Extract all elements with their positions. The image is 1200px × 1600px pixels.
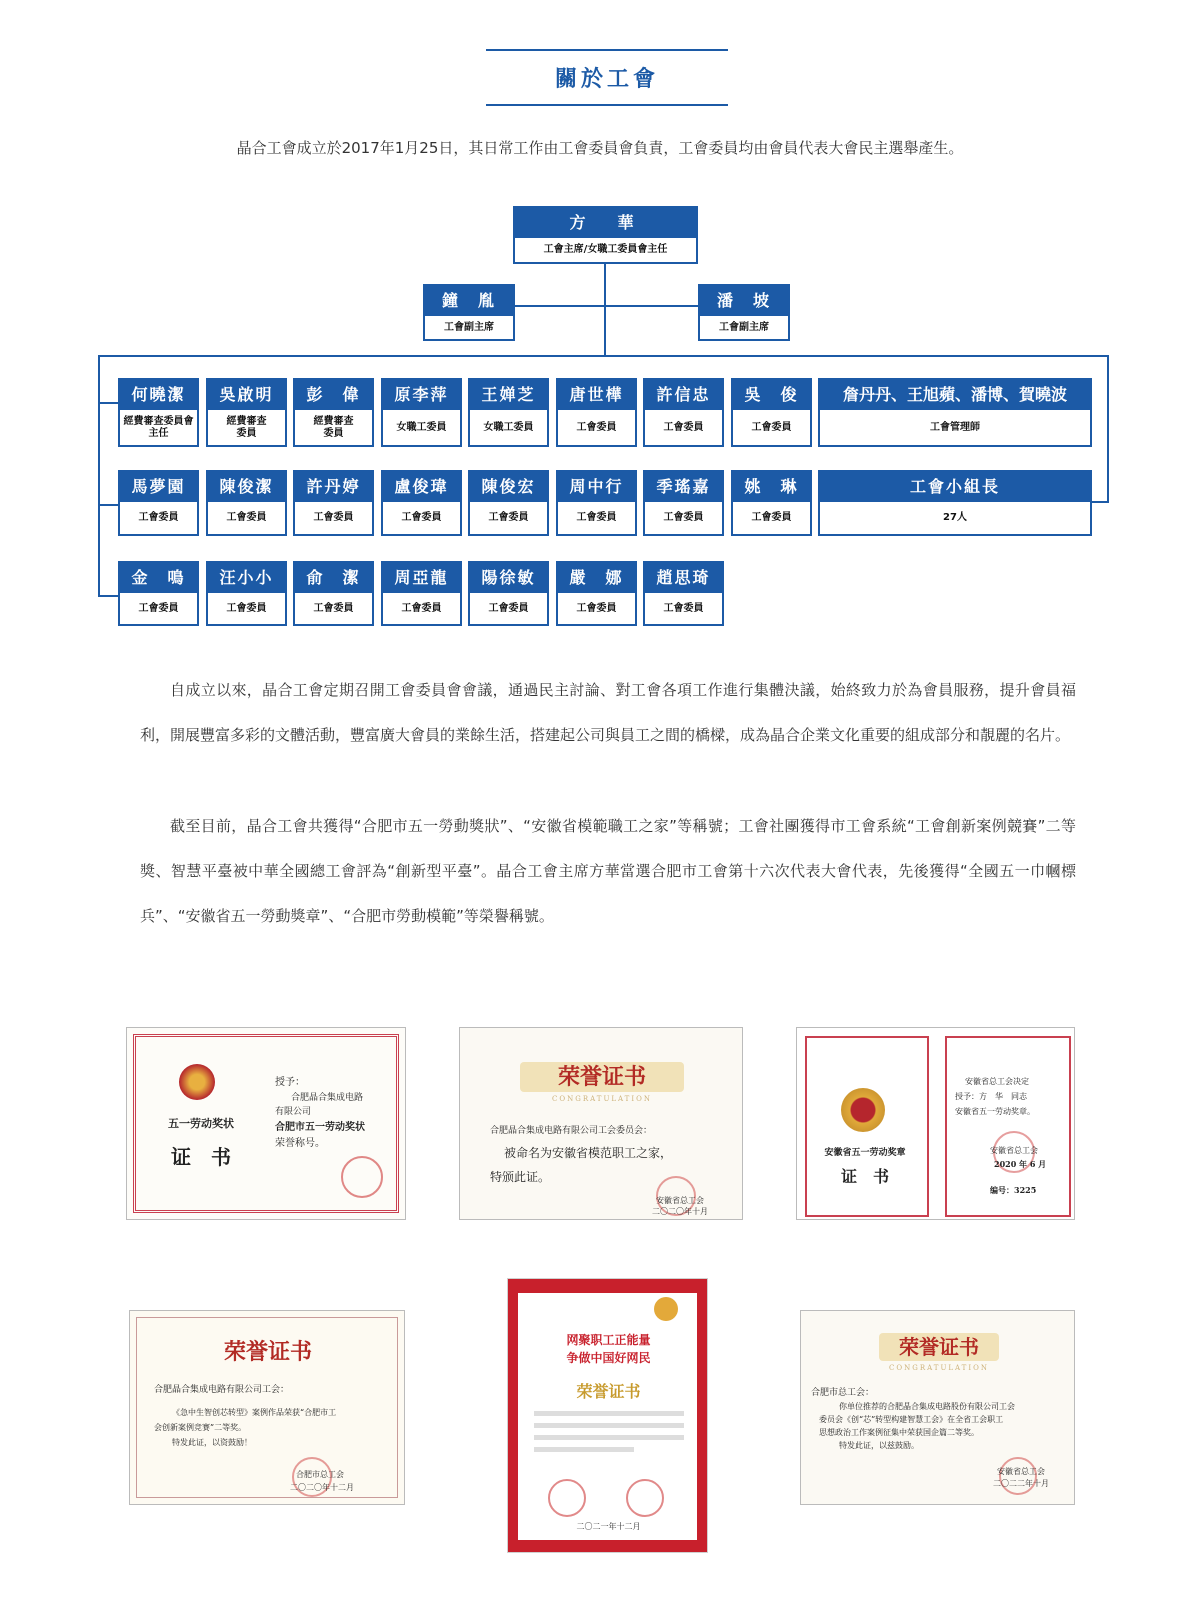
cert-body-line: 被命名为安徽省模范职工之家，: [504, 1146, 673, 1160]
cert-left-big: 证 书: [840, 1167, 889, 1186]
connector: [98, 595, 118, 597]
org-role: 工會委員: [488, 512, 529, 523]
org-box-member: [118, 470, 199, 536]
award-emblem-icon: [179, 1064, 215, 1100]
org-box-member: [381, 561, 462, 626]
cert-recipient: 合肥晶合集成电路有限公司工会委员会：: [490, 1126, 653, 1136]
org-name: 鐘 胤: [425, 286, 513, 316]
org-box-member: [556, 378, 637, 447]
org-box-member: [731, 378, 812, 447]
org-role: 工會委員: [138, 602, 179, 614]
org-role: 工會委員: [401, 602, 442, 614]
cert-text-placeholder: [534, 1435, 684, 1440]
org-name: 周中行: [558, 472, 635, 502]
org-role: 工會委員: [313, 602, 354, 614]
org-name: 馬夢園: [120, 472, 197, 502]
org-name: 季瑤嘉: [645, 472, 722, 502]
org-role: 女職工委員: [483, 421, 534, 433]
red-seal-icon: [626, 1479, 664, 1517]
org-role: 工會管理師: [930, 421, 980, 433]
intro-text: 晶合工會成立於2017年1月25日，其日常工作由工會委員會負責，工會委員均由會員代表大會民主選舉產生。: [236, 139, 964, 157]
cert-red-band-top: [508, 1279, 708, 1293]
org-role: 工會副主席: [719, 321, 769, 333]
cert-issuer: 合肥市总工会: [296, 1470, 344, 1479]
cert-body-line: 《急中生智创芯转型》案例作品荣获“合肥市工: [172, 1408, 337, 1417]
connector: [98, 402, 118, 404]
org-name: 姚 琳: [733, 472, 810, 502]
org-box-member: [381, 378, 462, 447]
connector: [515, 305, 698, 307]
org-box-member: [643, 561, 724, 626]
cert-date: 二〇二一年十二月: [576, 1522, 641, 1531]
org-role: 工會委員: [226, 602, 267, 614]
title-bottom-rule: [486, 104, 728, 106]
org-name: 俞 潔: [295, 563, 372, 593]
certificate-labor-medal: [796, 1027, 1075, 1220]
cert-body-line: 思想政治工作案例征集中荣获国企篇二等奖。: [819, 1428, 979, 1437]
org-name: 王婵芝: [470, 380, 547, 410]
org-role: 工會委員: [576, 512, 617, 523]
org-box-member: [293, 378, 374, 447]
cert-left-label: 安徽省五一劳动奖章: [824, 1148, 906, 1158]
cert-date: 二〇二〇年十月: [652, 1207, 708, 1216]
connector: [1107, 355, 1109, 502]
cert-date: 二〇二二年十月: [993, 1479, 1049, 1488]
cert-line: 荣誉称号。: [275, 1138, 325, 1149]
org-box-member: [468, 470, 549, 536]
org-name: 何曉潔: [120, 380, 197, 410]
red-seal-icon: [548, 1479, 586, 1517]
org-role: 27人: [943, 512, 967, 523]
org-name: 陽徐敏: [470, 563, 547, 593]
org-role: 工會委員: [751, 421, 792, 433]
certificate-innovation-case: [129, 1310, 405, 1505]
org-box-member: [643, 470, 724, 536]
cert-recipient: 合肥晶合集成电路有限公司工会：: [154, 1385, 290, 1395]
org-box-member: [293, 561, 374, 626]
org-box-member: [381, 470, 462, 536]
org-box-member: [731, 470, 812, 536]
cert-subtitle: CONGRATULATION: [552, 1095, 652, 1103]
org-role: 經費審查委員: [226, 415, 267, 439]
org-name: 周亞龍: [383, 563, 460, 593]
org-name: 汪小小: [208, 563, 285, 593]
org-role: 工會委員: [138, 512, 179, 523]
org-name: 陳俊宏: [470, 472, 547, 502]
org-box-member: [206, 470, 287, 536]
cert-body-line: 你单位推荐的合肥晶合集成电路股份有限公司工会: [839, 1402, 1015, 1411]
org-role: 工會主席/女職工委員會主任: [543, 244, 668, 255]
org-role: 工會委員: [488, 602, 529, 614]
page-title: 關於工會: [554, 67, 659, 92]
org-box-member: [118, 378, 199, 447]
org-name: 許丹婷: [295, 472, 372, 502]
org-box-member: [468, 561, 549, 626]
org-role: 工會委員: [751, 512, 792, 523]
certificate-ideological-case: [800, 1310, 1075, 1505]
cert-red-band-bottom: [508, 1540, 708, 1552]
body-paragraph: 自成立以來，晶合工會定期召開工會委員會會議，通過民主討論、對工會各項工作進行集體決議，始終致力於為會員服務，提升會員福利，開展豐富多彩的文體活動，豐富廣大會員的業餘生活，搭建起公司與員工之間的橋樑，成為晶合企業文化重要的組成部分和靚麗的名片。: [140, 681, 1076, 744]
connector: [1092, 501, 1109, 503]
body-paragraph: 截至目前，晶合工會共獲得“合肥市五一勞動獎狀”、“安徽省模範職工之家”等稱號；工會社團獲得市工會系統“工會創新案例競賽”二等獎、智慧平臺被中華全國總工會評為“創新型平臺”。晶合工會主席方華當選合肥市工會第十六次代表大會代表，先後獲得“全國五一巾幗標兵”、“安徽省五一勞動獎章”、“合肥市勞動模範”等榮譽稱號。: [140, 817, 1076, 925]
cert-body-line: 委员会《创“芯”转型构建智慧工会》在全省工会职工: [819, 1415, 1004, 1424]
cert-number: 编号：3225: [990, 1185, 1037, 1195]
cert-date: 2020 年 6 月: [994, 1159, 1047, 1169]
org-box-member: [118, 561, 199, 626]
org-role: 工會副主席: [444, 321, 494, 333]
cert-text-placeholder: [534, 1447, 634, 1452]
cert-subtitle: CONGRATULATION: [889, 1364, 989, 1372]
org-box-wide: [818, 378, 1092, 447]
org-role: 工會委員: [663, 512, 704, 523]
cert-line: 合肥晶合集成电路: [291, 1093, 364, 1103]
cert-body-line: 会创新案例竞赛”二等奖。: [154, 1423, 247, 1432]
org-name: 詹丹丹、王旭蘋、潘博、賀曉波: [820, 380, 1090, 410]
cert-red-band-right: [697, 1279, 707, 1553]
org-box-member: [556, 470, 637, 536]
org-box-vice: [423, 284, 515, 341]
org-name: 方 華: [515, 208, 696, 238]
cert-line: 安徽省总工会决定: [965, 1077, 1029, 1086]
org-name: 工會小組長: [820, 472, 1090, 502]
certificate-labor-award: [126, 1027, 406, 1220]
org-box-member: [468, 378, 549, 447]
cert-line: 合肥市五一劳动奖状: [275, 1122, 365, 1133]
org-box-member: [293, 470, 374, 536]
cert-line: 授予：方 华 同志: [955, 1092, 1027, 1101]
cert-title: 荣誉证书: [557, 1064, 646, 1090]
connector: [98, 504, 118, 506]
org-role: 工會委員: [226, 512, 267, 523]
cert-line: 授予：: [275, 1077, 305, 1088]
org-role: 工會委員: [576, 421, 617, 433]
org-box-member: [643, 378, 724, 447]
union-emblem-icon: [654, 1297, 678, 1321]
cert-issuer: 安徽省总工会: [997, 1467, 1045, 1476]
cert-red-band-left: [508, 1279, 518, 1553]
cert-recipient: 合肥市总工会：: [811, 1388, 875, 1398]
cert-left-title: 五一劳动奖状: [168, 1117, 234, 1130]
cert-issuer: 安徽省总工会: [656, 1196, 704, 1205]
red-seal-icon: [341, 1156, 383, 1198]
cert-title: 荣誉证书: [223, 1339, 312, 1365]
org-role: 工會委員: [313, 512, 354, 523]
cert-line: 安徽省五一劳动奖章。: [955, 1107, 1035, 1116]
cert-body-line: 特发此证，以资鼓励！: [172, 1438, 252, 1447]
cert-title: 荣誉证书: [899, 1335, 979, 1359]
org-name: 彭 偉: [295, 380, 372, 410]
cert-text-placeholder: [534, 1423, 684, 1428]
org-box-wide: [818, 470, 1092, 536]
org-role: 經費審查委員會主任: [123, 415, 194, 439]
org-name: 嚴 娜: [558, 563, 635, 593]
org-role: 工會委員: [401, 512, 442, 523]
cert-left-big: 证 书: [171, 1145, 231, 1169]
title-top-rule: [486, 49, 728, 51]
cert-headline: 争做中国好网民: [566, 1351, 651, 1365]
org-box-chair: [513, 206, 698, 264]
org-name: 許信忠: [645, 380, 722, 410]
org-box-member: [206, 561, 287, 626]
cert-text-placeholder: [534, 1411, 684, 1416]
org-box-member: [556, 561, 637, 626]
org-role: 工會委員: [663, 602, 704, 614]
medal-icon: [841, 1088, 885, 1132]
cert-title: 荣誉证书: [576, 1382, 641, 1401]
org-name: 原李萍: [383, 380, 460, 410]
org-role: 女職工委員: [396, 421, 447, 433]
org-role: 工會委員: [576, 602, 617, 614]
cert-date: 二〇二〇年十二月: [290, 1483, 354, 1492]
org-name: 吳啟明: [208, 380, 285, 410]
cert-line: 有限公司: [275, 1107, 312, 1117]
org-name: 陳俊潔: [208, 472, 285, 502]
cert-body-line: 特颁此证。: [490, 1170, 551, 1184]
org-role: 工會委員: [663, 421, 704, 433]
connector: [98, 355, 100, 597]
cert-issuer: 安徽省总工会: [990, 1146, 1038, 1155]
org-name: 趙思琦: [645, 563, 722, 593]
org-name: 金 鳴: [120, 563, 197, 593]
org-box-member: [206, 378, 287, 447]
org-name: 潘 坡: [700, 286, 788, 316]
cert-body-line: 特发此证，以兹鼓励。: [839, 1441, 919, 1450]
org-box-vice: [698, 284, 790, 341]
org-name: 唐世樺: [558, 380, 635, 410]
certificate-netizen: [507, 1278, 708, 1553]
org-role: 經費審查委員: [313, 415, 354, 439]
cert-headline: 网聚职工正能量: [566, 1333, 651, 1347]
org-name: 吳 俊: [733, 380, 810, 410]
connector: [98, 355, 1109, 357]
org-name: 盧俊瑋: [383, 472, 460, 502]
certificate-model-home: [459, 1027, 743, 1220]
